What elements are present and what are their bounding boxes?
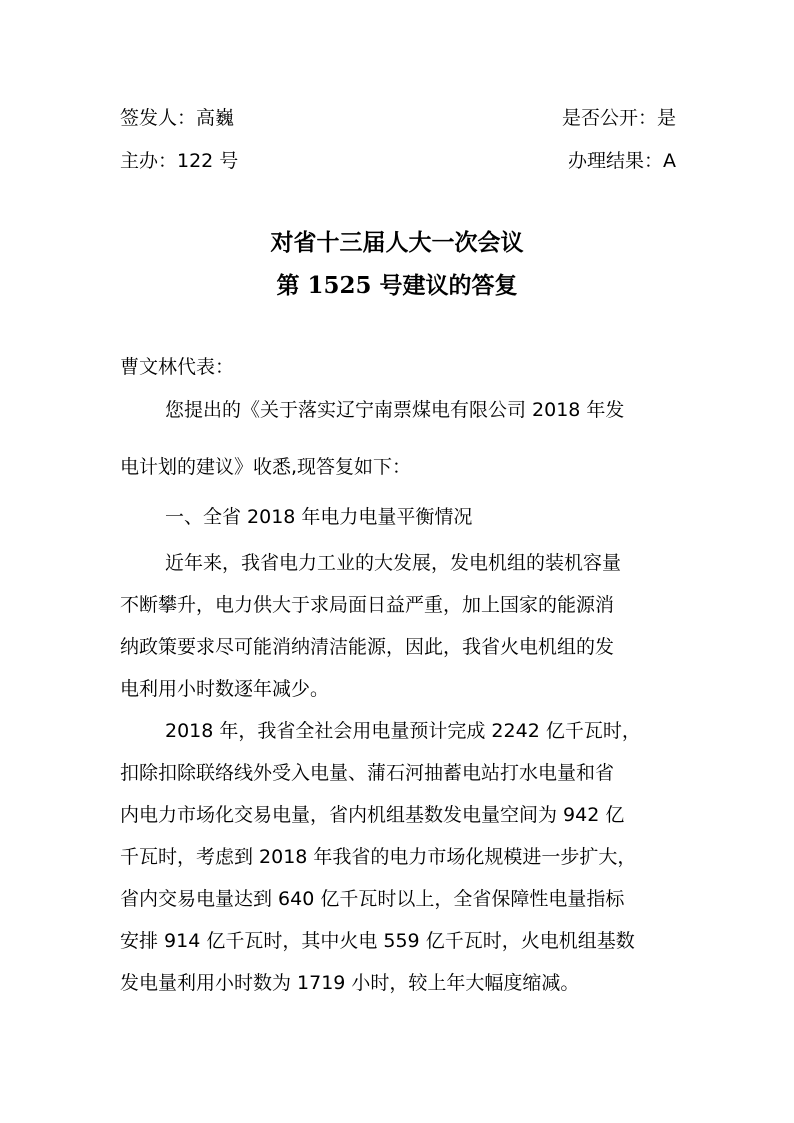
result-field: 办理结果：A — [568, 150, 676, 172]
para-2-line: 扣除扣除联络线外受入电量、蒲石河抽蓄电站打水电量和省 — [120, 762, 615, 784]
section-1-heading: 一、全省 2018 年电力电量平衡情况 — [165, 506, 473, 528]
para-1-line: 近年来，我省电力工业的大发展，发电机组的装机容量 — [165, 552, 622, 574]
para-1-line: 纳政策要求尽可能消纳清洁能源，因此，我省火电机组的发 — [120, 636, 615, 658]
para-2-line: 千瓦时，考虑到 2018 年我省的电力市场化规模进一步扩大， — [120, 846, 637, 868]
para-2-line: 发电量利用小时数为 1719 小时，较上年大幅度缩减。 — [120, 972, 580, 994]
document-title-line-2: 第 1525 号建议的答复 — [276, 272, 518, 299]
salutation: 曹文林代表： — [120, 356, 235, 378]
para-1-line: 不断攀升，电力供大于求局面日益严重，加上国家的能源消 — [120, 594, 615, 616]
para-2-line: 安排 914 亿千瓦时，其中火电 559 亿千瓦时，火电机组基数 — [120, 930, 635, 952]
para-2-line: 内电力市场化交易电量，省内机组基数发电量空间为 942 亿 — [120, 804, 625, 826]
para-2-line: 省内交易电量达到 640 亿千瓦时以上，全省保障性电量指标 — [120, 888, 625, 910]
host-field: 主办：122 号 — [120, 150, 239, 172]
document-title-line-1: 对省十三届人大一次会议 — [270, 229, 524, 256]
para-2-line: 2018 年，我省全社会用电量预计完成 2242 亿千瓦时， — [165, 720, 641, 742]
public-field: 是否公开：是 — [561, 107, 676, 129]
intro-line-1: 您提出的《关于落实辽宁南票煤电有限公司 2018 年发 — [165, 399, 625, 421]
signer-field: 签发人：高巍 — [120, 107, 235, 129]
intro-line-2: 电计划的建议》收悉,现答复如下： — [120, 456, 412, 478]
para-1-line: 电利用小时数逐年减少。 — [120, 678, 330, 700]
